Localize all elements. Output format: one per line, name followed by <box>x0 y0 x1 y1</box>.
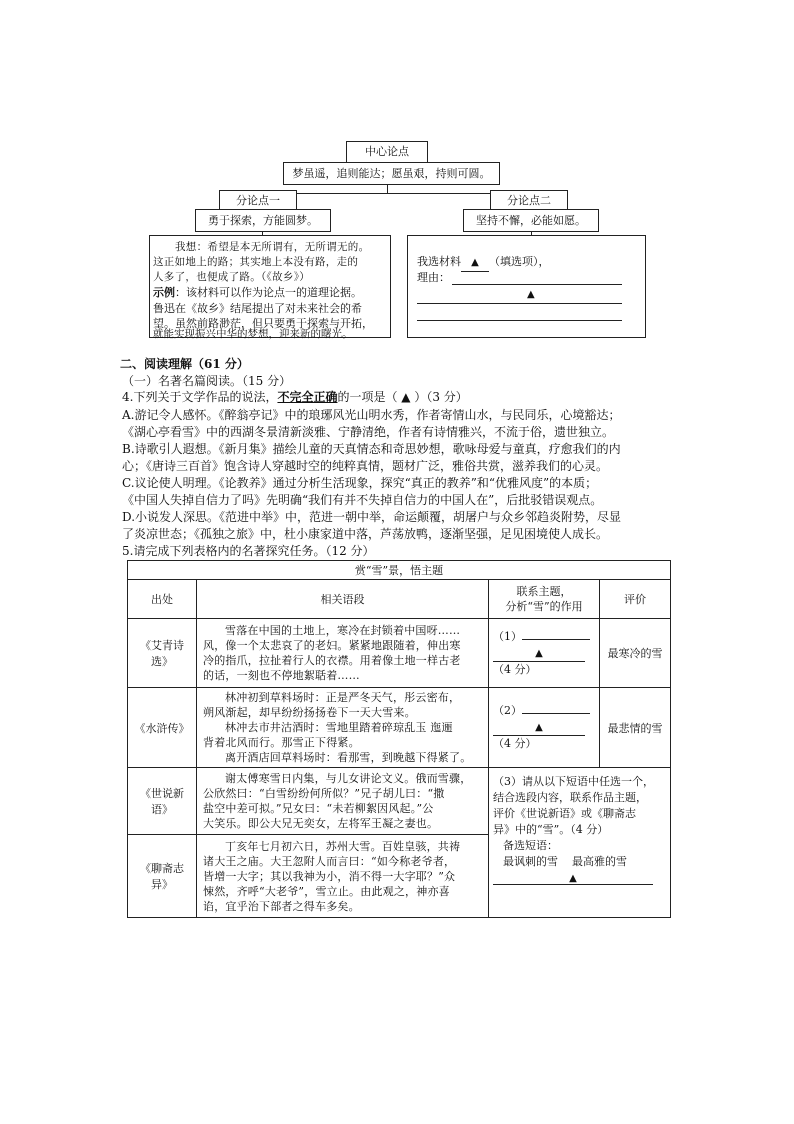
task-score: （4 分） <box>493 737 537 750</box>
quote-line: 悚然，齐呼“大老爷”，雪立止。由此观之，神亦喜 <box>203 884 450 898</box>
triangle-mark: ▲ <box>535 722 543 733</box>
table-row <box>128 768 671 835</box>
row-source: 《世说新语》 <box>128 768 197 835</box>
quote-line: 这正如地上的路；其实地上本没有路，走的 <box>153 256 359 268</box>
center-label: 中心论点 <box>346 141 428 163</box>
phrase-option[interactable]: 最高雅的雪 <box>572 855 627 868</box>
row-quote <box>197 835 489 918</box>
q4-emphasis: 不完全正确 <box>277 390 338 404</box>
answer-line[interactable] <box>417 320 622 321</box>
q4-stem-text: 4.下列关于文学作品的说法， <box>122 390 278 404</box>
answer-blank[interactable] <box>522 639 590 640</box>
header-source: 出处 <box>128 580 197 619</box>
phrase-options <box>493 854 666 870</box>
quote-line: 冷的指爪，拉扯着行人的衣襟。用着像土地一样古老 <box>203 654 461 667</box>
row-task[interactable] <box>489 688 600 768</box>
left-material-box <box>149 235 391 338</box>
example-line: 就能实现振兴中华的梦想，迎来新的曙光。 <box>153 328 353 340</box>
quote-line: 盐空中差可拟。”兄女曰：“未若柳絮因风起。”公 <box>203 802 434 815</box>
answer-line[interactable] <box>417 303 622 304</box>
quote-line: 的话，一刻也不停地絮聒着…… <box>203 669 360 682</box>
task-line: 结合选段内容，联系作品主题， <box>493 791 647 804</box>
quote-line: 大笑乐。即公大兄无奕女，左将军王凝之妻也。 <box>203 817 439 830</box>
task-number: （2） <box>493 704 522 717</box>
q4-stem <box>122 389 468 406</box>
table-row <box>128 688 671 768</box>
row-quote <box>197 688 489 768</box>
section-title: 二、阅读理解（61 分） <box>120 357 249 371</box>
quote-line: 谄，宜乎治下部者之得车多矣。 <box>203 899 360 913</box>
header-role <box>489 580 600 619</box>
center-text: 梦虽遥，追则能达；愿虽艰，持则可圆。 <box>283 162 500 185</box>
answer-blank[interactable] <box>522 713 590 714</box>
quote-line: 林冲初到草料场时：正是严冬天气，彤云密布， <box>225 691 461 704</box>
row-task[interactable] <box>489 619 600 688</box>
quote-line: 雪落在中国的土地上，寒冷在封锁着中国呀…… <box>225 624 461 637</box>
q4-option-a: A.游记令人感怀。《醉翁亭记》中的琅琊风光山明水秀，作者寄情山水，与民同乐，心境豁达； <box>122 408 621 422</box>
q4-option-d: D.小说发人深思。《范进中举》中，范进一朝中举，命运颠覆，胡屠户与众乡邻趋炎附势，尽显 <box>122 510 622 524</box>
q5-stem: 5.请完成下列表格内的名著探究任务。（12 分） <box>122 544 375 558</box>
quote-line: 谢太傅寒雪日内集，与儿女讲论文义。俄而雪骤， <box>225 772 472 785</box>
quote-line: 朔风渐起，却早纷纷扬扬卷下一天大雪来。 <box>203 706 416 719</box>
example-label: 示例 <box>153 286 175 299</box>
example-line <box>153 285 362 301</box>
quote-line: 背着北风而行。那雪正下得紧。 <box>203 736 360 749</box>
quote-line: 风，像一个太悲哀了的老妇。紧紧地跟随着，伸出寒 <box>203 639 461 652</box>
triangle-mark: ▲ <box>527 289 535 300</box>
quote-line: 皆增一大字；其以我神为小，消不得一大字耶？”众 <box>203 869 456 883</box>
row-eval: 最寒冷的雪 <box>600 619 671 688</box>
quote-line: 人多了，也便成了路。（《故乡》） <box>153 271 311 283</box>
table-row <box>128 619 671 688</box>
header-text: 相关语段 <box>197 580 489 619</box>
quote-line: 我想：希望是本无所谓有，无所谓无的。 <box>175 241 370 253</box>
task-line: 评价《世说新语》或《聊斋志 <box>493 807 636 820</box>
subsection-title: （一）名著名篇阅读。（15 分） <box>122 374 292 388</box>
answer-line[interactable] <box>452 284 622 285</box>
header-role-line: 分析“雪”的作用 <box>505 600 583 613</box>
task-line: （3）请从以下短语中任选一个， <box>493 775 654 788</box>
row-task-3[interactable] <box>489 768 671 918</box>
quote-line: 丁亥年七月初六日，苏州大雪。百姓皇骇，共祷 <box>225 839 461 853</box>
header-role-line: 联系主题， <box>516 585 572 598</box>
triangle-mark: ▲ <box>471 257 479 268</box>
choose-label: 我选材料 <box>417 255 461 268</box>
quote-line: 林冲去市井沽酒时：雪地里踏着碎琼乱玉 迤逦 <box>225 721 453 734</box>
triangle-mark: ▲ <box>535 647 543 659</box>
snow-table <box>127 560 671 918</box>
row-quote <box>197 619 489 688</box>
row-source: 《聊斋志异》 <box>128 835 197 918</box>
connector <box>387 185 388 193</box>
answer-line[interactable] <box>493 870 653 885</box>
reason-label: 理由： <box>417 271 450 284</box>
quote-line: 诸大王之庙。大王忽附人而言曰：“如今称老爷者， <box>203 854 456 868</box>
sub2-text: 坚持不懈，必能如愿。 <box>463 209 599 232</box>
q4-option-b-cont: 心；《唐诗三百首》饱含诗人穿越时空的纯粹真情，题材广泛，雅俗共赏，滋养我们的心灵。 <box>122 459 609 473</box>
sub1-label: 分论点一 <box>219 190 297 211</box>
sub1-text: 勇于探索，方能圆梦。 <box>195 209 331 232</box>
row-quote <box>197 768 489 835</box>
triangle-mark: ▲ <box>569 873 577 884</box>
row-source: 《艾青诗选》 <box>128 619 197 688</box>
q4-option-d-cont: 了炎凉世态；《孤独之旅》中，杜小康家道中落，芦荡放鸭，逐渐坚强，足见困境使人成长。 <box>122 527 609 541</box>
task-line: 异》中的“雪”。（4 分） <box>493 823 609 836</box>
example-line: 鲁迅在《故乡》结尾提出了对未来社会的希 <box>153 302 362 315</box>
q4-option-b: B.诗歌引人遐想。《新月集》描绘儿童的天真情态和奇思妙想，歌咏母爱与童真，疗愈我们的内 <box>122 442 621 456</box>
header-eval: 评价 <box>600 580 671 619</box>
table-title: 赏“雪”景，悟主题 <box>128 561 671 580</box>
task-number: （1） <box>493 629 522 643</box>
task-score: （4 分） <box>493 662 537 676</box>
q4-option-c: C.议论使人明理。《论教养》通过分析生活现象，探究“真正的教养”和“优雅风度”的本质； <box>122 476 598 490</box>
q4-option-c-cont: 《中国人失掉自信力了吗》先明确“我们有并不失掉自信力的中国人在”，后批驳错误观点。 <box>122 493 603 507</box>
right-answer-box <box>407 235 646 338</box>
phrase-option[interactable]: 最讽刺的雪 <box>503 855 558 868</box>
task-line: 备选短语： <box>503 839 558 852</box>
example-line: 望。虽然前路渺茫，但只要勇于探索与开拓， <box>153 317 373 330</box>
connector <box>258 193 529 194</box>
choose-hint: （填选项）， <box>489 255 550 268</box>
q4-stem-text: 的一项是（ ▲ ）（3 分） <box>337 390 468 404</box>
example-text: ：该材料可以作为论点一的道理论据。 <box>175 286 362 299</box>
sub2-label: 分论点二 <box>490 190 568 211</box>
choice-blank[interactable] <box>461 254 489 272</box>
q4-option-a-cont: 《湖心亭看雪》中的西湖冬景清新淡雅、宁静清绝，作者有诗情雅兴，不流于俗，遗世独立。 <box>122 425 615 439</box>
row-eval: 最悲情的雪 <box>600 688 671 768</box>
row-source: 《水浒传》 <box>128 688 197 768</box>
quote-line: 公欣然曰：“白雪纷纷何所似？”兄子胡儿曰：“撒 <box>203 787 445 800</box>
quote-line: 离开酒店回草料场时：看那雪，到晚越下得紧了。 <box>225 751 472 764</box>
